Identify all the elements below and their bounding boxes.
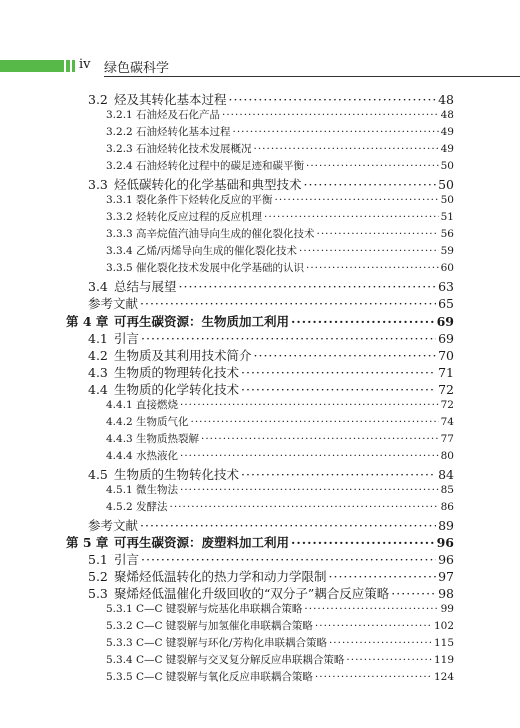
toc-dot-leader: [140, 518, 436, 533]
toc-entry-page: 49: [440, 143, 454, 155]
toc-entry-number: 4.4.1: [106, 399, 133, 411]
toc-entry[interactable]: [0, 652, 520, 670]
toc-entry-page: 80: [440, 450, 454, 462]
toc-dot-leader: [180, 450, 439, 462]
toc-entry-title: 烃转化反应过程的反应机理: [136, 211, 262, 223]
toc-chapter-entry[interactable]: [0, 533, 520, 551]
toc-entry-number: 3.3.3: [106, 228, 133, 240]
toc-entry-page: 50: [438, 177, 454, 192]
toc-dot-leader: [229, 92, 437, 107]
toc-dot-leader: [141, 331, 436, 346]
toc-entry-title: 总结与展望: [114, 279, 177, 294]
toc-entry-page: 59: [440, 245, 454, 257]
toc-entry-page: 49: [440, 126, 454, 138]
toc-dot-leader: [291, 535, 435, 550]
toc-entry-title: 生物质的化学转化技术: [114, 382, 240, 397]
toc-dot-leader: [179, 279, 437, 294]
toc-entry-page: 56: [440, 228, 454, 240]
toc-entry-number: 4.4.4: [106, 450, 133, 462]
toc-dot-leader: [275, 194, 439, 206]
toc-entry-page: 70: [438, 348, 454, 363]
toc-entry-page: 50: [440, 160, 454, 172]
toc-dot-leader: [304, 177, 437, 192]
toc-entry[interactable]: [0, 243, 520, 261]
toc-entry[interactable]: [0, 363, 520, 381]
toc-entry-number: 4.4.3: [106, 433, 133, 445]
toc-entry-title: 高辛烷值汽油导向生成的催化裂化技术: [136, 228, 315, 240]
toc-entry[interactable]: [0, 380, 520, 398]
toc-entry-title: 石油烃转化技术发展概况: [136, 143, 252, 155]
toc-entry[interactable]: [0, 107, 520, 125]
toc-entry-page: 99: [440, 603, 454, 615]
toc-entry[interactable]: [0, 209, 520, 227]
toc-dot-leader: [329, 637, 432, 649]
toc-entry-number: 5.1: [88, 552, 108, 567]
toc-entry-title: 石油烃转化基本过程: [136, 126, 231, 138]
toc-entry-title: C—C 键裂解与氧化反应串联耦合策略: [136, 671, 313, 683]
toc-entry-title: 引言: [114, 331, 140, 346]
toc-entry-page: 96: [436, 535, 454, 550]
toc-entry-page: 72: [438, 382, 454, 397]
toc-dot-leader: [315, 620, 432, 632]
toc-entry-number: 第 4 章: [66, 314, 109, 329]
toc-entry[interactable]: [0, 226, 520, 244]
toc-entry[interactable]: [0, 550, 520, 568]
toc-entry-page: 89: [438, 518, 454, 533]
toc-entry-number: 3.3.1: [106, 194, 133, 206]
toc-entry-page: 48: [438, 92, 454, 107]
toc-entry[interactable]: [0, 465, 520, 483]
toc-entry-page: 102: [433, 620, 454, 632]
accent-bar: [0, 60, 64, 72]
toc-entry-page: 97: [438, 569, 454, 584]
toc-entry-page: 72: [440, 399, 454, 411]
toc-entry[interactable]: [0, 567, 520, 585]
toc-entry-page: 69: [438, 331, 454, 346]
toc-entry-number: 3.2.1: [106, 109, 133, 121]
toc-dot-leader: [170, 501, 439, 513]
toc-entry-page: 69: [436, 314, 454, 329]
toc-dot-leader: [306, 160, 439, 172]
toc-entry-number: 3.2.2: [106, 126, 133, 138]
toc-entry-number: 4.5: [88, 467, 108, 482]
accent-bar-segment: [72, 60, 75, 72]
toc-entry-page: 115: [433, 637, 454, 649]
toc-entry-number: 4.1: [88, 331, 108, 346]
toc-entry-number: 4.5.1: [106, 484, 133, 496]
toc-entry-number: 4.4: [88, 382, 108, 397]
toc-entry-number: 5.3.2: [106, 620, 133, 632]
toc-entry-title: 聚烯烃低温催化升级回收的“双分子”耦合反应策略: [114, 586, 390, 601]
toc-entry[interactable]: [0, 414, 520, 432]
toc-entry-number: 第 5 章: [66, 535, 109, 550]
toc-entry-title: 可再生碳资源：生物质加工利用: [114, 314, 290, 329]
toc-entry-number: 5.3.3: [106, 637, 133, 649]
toc-entry-number: 5.2: [88, 569, 108, 584]
toc-entry[interactable]: [0, 499, 520, 517]
toc-entry-page: 51: [440, 211, 454, 223]
toc-entry-title: 烃及其转化基本过程: [114, 92, 227, 107]
toc-dot-leader: [141, 552, 436, 567]
toc-entry-title: 参考文献: [88, 296, 139, 311]
toc-entry-title: 聚烯烃低温转化的热力学和动力学限制: [114, 569, 327, 584]
toc-entry-number: 3.3.4: [106, 245, 133, 257]
toc-entry-number: 3.3.2: [106, 211, 133, 223]
toc-entry[interactable]: [0, 431, 520, 449]
toc-dot-leader: [317, 228, 439, 240]
accent-bar-segment: [66, 60, 70, 72]
toc-entry-page: 74: [440, 416, 454, 428]
toc-dot-leader: [291, 314, 435, 329]
toc-dot-leader: [233, 126, 439, 138]
toc-entry[interactable]: [0, 124, 520, 142]
toc-dot-leader: [264, 211, 439, 223]
toc-dot-leader: [241, 467, 436, 482]
toc-entry-title: 发酵法: [136, 501, 168, 513]
toc-entry-page: 71: [438, 365, 454, 380]
toc-entry[interactable]: [0, 175, 520, 193]
toc-dot-leader: [304, 603, 438, 615]
toc-dot-leader: [299, 245, 439, 257]
toc-entry[interactable]: [0, 448, 520, 466]
toc-entry-title: 参考文献: [88, 518, 139, 533]
toc-entry[interactable]: [0, 346, 520, 364]
toc-entry-number: 4.3: [88, 365, 108, 380]
toc-entry-page: 48: [440, 109, 454, 121]
toc-entry[interactable]: [0, 192, 520, 210]
toc-entry-title: 微生物法: [136, 484, 178, 496]
toc-entry-page: 50: [440, 194, 454, 206]
toc-dot-leader: [254, 348, 437, 363]
toc-dot-leader: [201, 433, 439, 445]
running-title: 绿色碳科学: [104, 61, 170, 76]
toc-entry-number: 3.3.5: [106, 262, 133, 274]
toc-entry[interactable]: [0, 397, 520, 415]
toc-entry-number: 4.5.2: [106, 501, 133, 513]
toc-dot-leader: [241, 382, 436, 397]
toc-entry-number: 5.3.5: [106, 671, 133, 683]
toc-dot-leader: [306, 262, 439, 274]
toc-entry-title: 生物质气化: [136, 416, 189, 428]
toc-dot-leader: [241, 365, 436, 380]
toc-dot-leader: [329, 569, 437, 584]
toc-entry-title: 可再生碳资源：废塑料加工利用: [114, 535, 290, 550]
toc-entry-number: 3.2: [88, 92, 108, 107]
toc-entry[interactable]: [0, 260, 520, 278]
toc-entry-number: 3.3: [88, 177, 108, 192]
page-header: [0, 0, 520, 80]
toc-dot-leader: [222, 109, 439, 121]
toc-entry-page: 63: [438, 279, 454, 294]
toc-entry-page: 98: [438, 586, 454, 601]
toc-dot-leader: [346, 654, 432, 666]
toc-references-entry[interactable]: [0, 516, 520, 534]
toc-entry-page: 124: [433, 671, 454, 683]
toc-entry-title: C—C 键裂解与烷基化串联耦合策略: [136, 603, 303, 615]
toc-dot-leader: [180, 484, 439, 496]
toc-entry[interactable]: [0, 141, 520, 159]
toc-entry-page: 86: [440, 501, 454, 513]
toc-entry-title: 生物质及其利用技术简介: [114, 348, 252, 363]
toc-entry-page: 84: [438, 467, 454, 482]
toc-entry-title: 生物质的物理转化技术: [114, 365, 240, 380]
toc-entry-title: C—C 键裂解与环化/芳构化串联耦合策略: [136, 637, 327, 649]
toc-entry-title: 生物质热裂解: [136, 433, 199, 445]
toc-dot-leader: [140, 296, 436, 311]
toc-entry[interactable]: [0, 635, 520, 653]
toc-entry[interactable]: [0, 669, 520, 687]
toc-entry-number: 5.3.1: [106, 603, 133, 615]
toc-references-entry[interactable]: [0, 294, 520, 312]
toc-entry[interactable]: [0, 158, 520, 176]
toc-dot-leader: [391, 586, 436, 601]
toc-dot-leader: [191, 416, 439, 428]
toc-entry-title: 催化裂化技术发展中化学基础的认识: [136, 262, 304, 274]
toc-entry-page: 65: [438, 296, 454, 311]
toc-entry-title: 石油烃转化过程中的碳足迹和碳平衡: [136, 160, 304, 172]
toc-entry-number: 3.2.4: [106, 160, 133, 172]
toc-entry[interactable]: [0, 329, 520, 347]
toc-entry-title: 乙烯/丙烯导向生成的催化裂化技术: [136, 245, 298, 257]
toc-entry[interactable]: [0, 618, 520, 636]
toc-entry[interactable]: [0, 277, 520, 295]
toc-entry-page: 77: [440, 433, 454, 445]
header-rule: [104, 76, 520, 77]
toc-entry-page: 60: [440, 262, 454, 274]
toc-entry-title: 石油烃及石化产品: [136, 109, 220, 121]
toc-chapter-entry[interactable]: [0, 312, 520, 330]
toc-entry-number: 4.4.2: [106, 416, 133, 428]
toc-entry-title: 裂化条件下烃转化反应的平衡: [136, 194, 273, 206]
toc-entry-number: 3.2.3: [106, 143, 133, 155]
toc-entry-title: 直接燃烧: [136, 399, 178, 411]
toc-entry-title: 烃低碳转化的化学基础和典型技术: [114, 177, 302, 192]
toc-entry-number: 4.2: [88, 348, 108, 363]
toc-entry-title: C—C 键裂解与交叉复分解反应串联耦合策略: [136, 654, 345, 666]
toc-entry[interactable]: [0, 601, 520, 619]
toc-entry-page: 85: [440, 484, 454, 496]
toc-entry-title: 生物质的生物转化技术: [114, 467, 240, 482]
toc-entry-number: 5.3.4: [106, 654, 133, 666]
toc-dot-leader: [180, 399, 439, 411]
page-number: iv: [79, 57, 91, 72]
toc-entry-title: C—C 键裂解与加氢催化串联耦合策略: [136, 620, 313, 632]
toc-entry[interactable]: [0, 482, 520, 500]
toc-entry-page: 119: [433, 654, 454, 666]
toc-entry[interactable]: [0, 584, 520, 602]
toc-entry-page: 96: [438, 552, 454, 567]
toc-entry[interactable]: [0, 90, 520, 108]
toc-entry-number: 5.3: [88, 586, 108, 601]
toc-entry-title: 水热液化: [136, 450, 178, 462]
toc-dot-leader: [254, 143, 439, 155]
toc-dot-leader: [315, 671, 432, 683]
toc-entry-number: 3.4: [88, 279, 108, 294]
toc-entry-title: 引言: [114, 552, 140, 567]
